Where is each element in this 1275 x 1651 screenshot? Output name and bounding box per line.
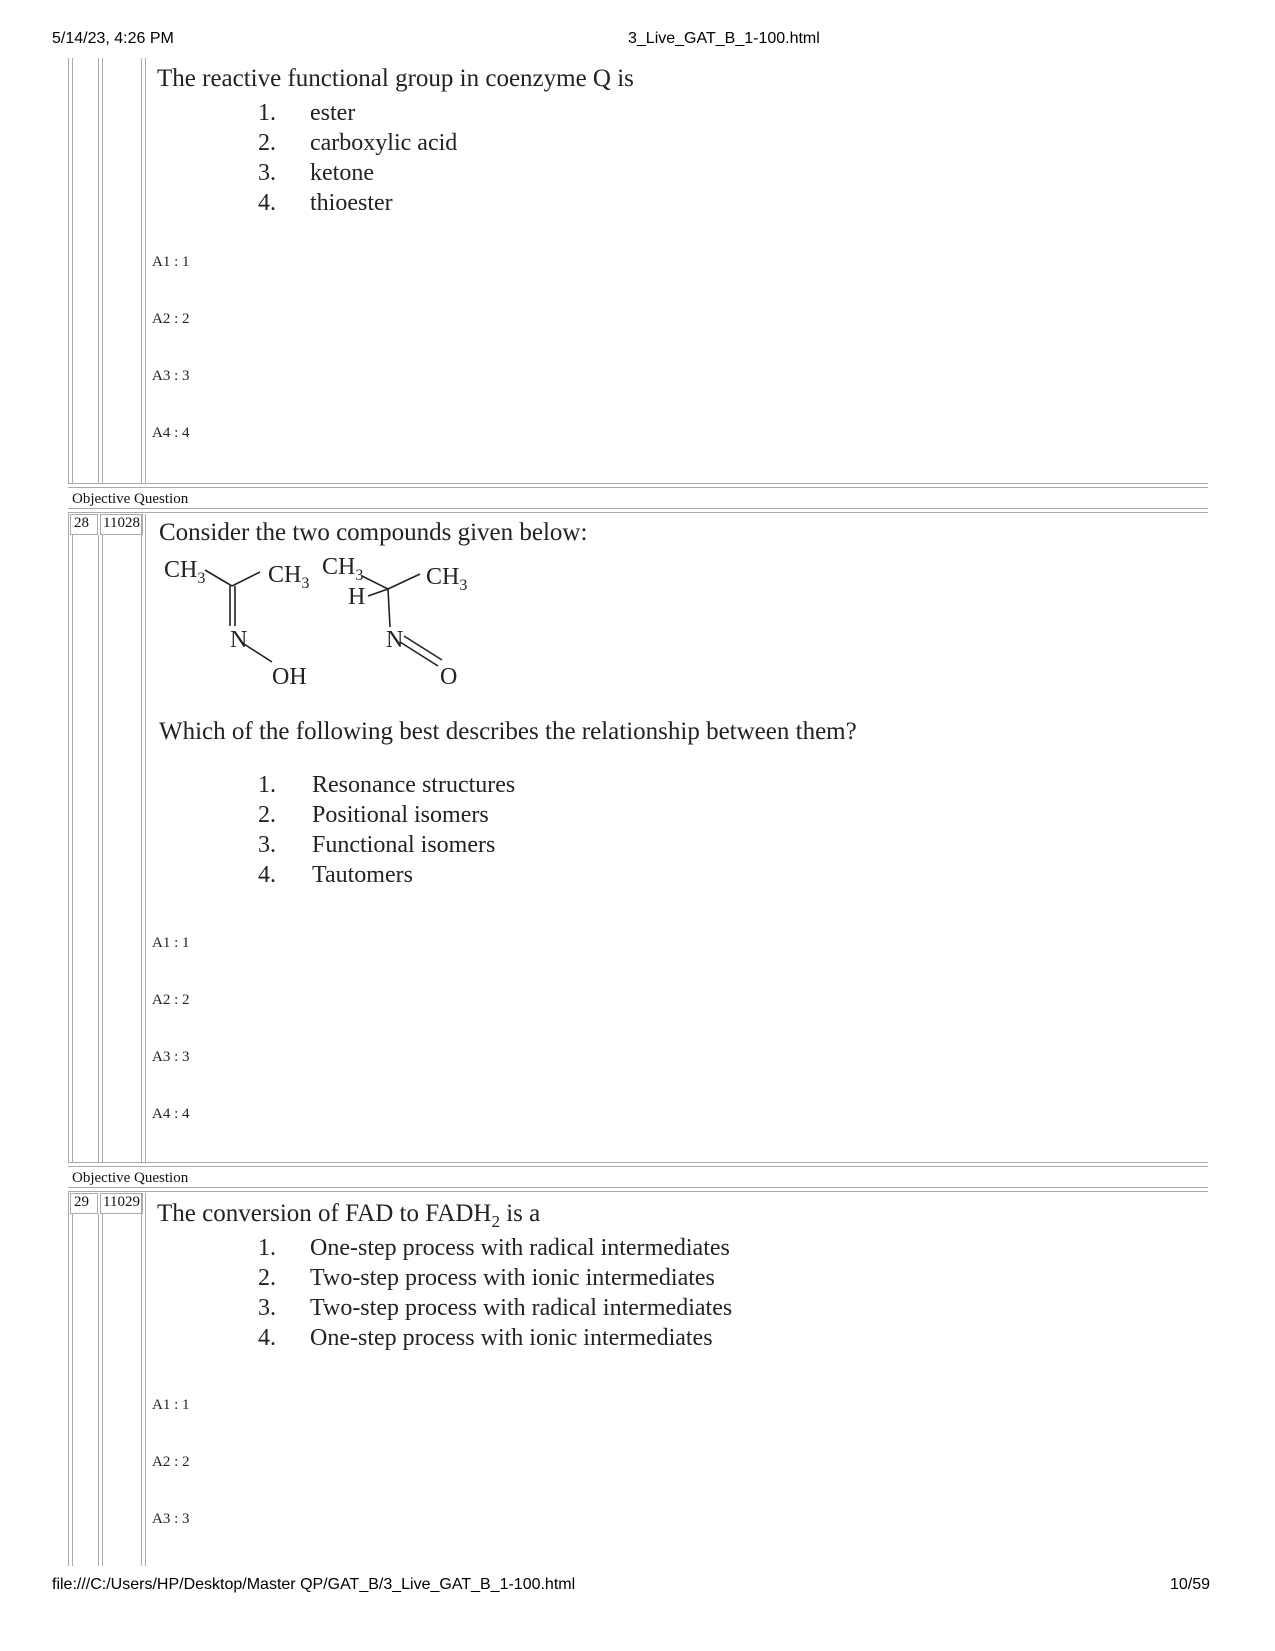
option-text: Resonance structures	[312, 772, 516, 798]
atom-label: N	[386, 627, 404, 653]
answer-label: A3 : 3	[152, 1049, 190, 1065]
option-number: 4.	[258, 1325, 276, 1351]
question-text: The reactive functional group in coenzyme Q is	[157, 65, 634, 92]
print-footer-path: file:///C:/Users/HP/Desktop/Master QP/GAT_B/3_Live_GAT_B_1-100.html	[52, 1576, 576, 1593]
row-divider	[68, 512, 1208, 513]
print-title: 3_Live_GAT_B_1-100.html	[628, 30, 820, 47]
table-border	[145, 514, 146, 1162]
answer-label: A1 : 1	[152, 1397, 190, 1413]
table-border	[102, 58, 103, 483]
atom-label: N	[230, 627, 248, 653]
option-number: 3.	[258, 832, 276, 858]
option-text: ketone	[310, 160, 374, 186]
table-border	[72, 535, 73, 1162]
question-text: Consider the two compounds given below:	[159, 519, 588, 546]
table-border	[141, 514, 142, 1162]
option-text: thioester	[310, 190, 393, 216]
option-text: carboxylic acid	[310, 130, 458, 156]
print-page-number: 10/59	[1170, 1576, 1211, 1593]
table-border	[141, 1193, 142, 1566]
option-text: One-step process with ionic intermediates	[310, 1325, 713, 1351]
atom-label: $CH_3$	[268, 562, 310, 592]
table-border	[102, 535, 103, 1162]
option-text: Functional isomers	[312, 832, 496, 858]
option-number: 2.	[258, 1265, 276, 1291]
table-border	[145, 58, 146, 483]
table-border	[68, 1191, 69, 1566]
atom-label: $CH_3$	[426, 564, 468, 594]
atom-label: $CH_3$	[322, 554, 364, 584]
option-text: Two-step process with radical intermediates	[310, 1295, 733, 1321]
question-text-end: is a	[499, 1200, 541, 1227]
atom-label: H	[348, 584, 366, 610]
option-text: ester	[310, 100, 356, 126]
answer-label: A1 : 1	[152, 254, 190, 270]
option-text: Tautomers	[312, 862, 413, 888]
table-border	[145, 1193, 146, 1566]
question-number: 29	[74, 1194, 89, 1210]
option-number: 1.	[258, 772, 276, 798]
subscript: 2	[491, 1212, 500, 1231]
question-id: 11029	[103, 1194, 140, 1210]
atom-label: O	[440, 664, 458, 690]
question-type-label: Objective Question	[72, 491, 189, 507]
option-number: 1.	[258, 100, 276, 126]
row-divider	[68, 1191, 1208, 1192]
row-divider	[68, 1187, 1208, 1188]
option-number: 4.	[258, 862, 276, 888]
option-number: 2.	[258, 130, 276, 156]
answer-label: A1 : 1	[152, 935, 190, 951]
answer-label: A4 : 4	[152, 425, 190, 441]
option-number: 3.	[258, 160, 276, 186]
answer-label: A2 : 2	[152, 311, 190, 327]
option-text: Two-step process with ionic intermediates	[310, 1265, 715, 1291]
row-divider	[68, 1162, 1208, 1163]
answer-label: A2 : 2	[152, 992, 190, 1008]
row-divider	[68, 1166, 1208, 1167]
question-text-secondary: Which of the following best describes the relationship between them?	[159, 718, 857, 745]
table-border	[68, 512, 69, 1162]
table-border	[141, 58, 142, 483]
chemical-structure-figure	[150, 554, 490, 696]
table-border	[98, 1214, 99, 1566]
option-text: Positional isomers	[312, 802, 489, 828]
row-divider	[68, 483, 1208, 484]
table-border	[72, 1214, 73, 1566]
atom-label: OH	[272, 664, 307, 690]
option-number: 1.	[258, 1235, 276, 1261]
answer-label: A3 : 3	[152, 368, 190, 384]
option-number: 4.	[258, 190, 276, 216]
table-border	[98, 58, 99, 483]
table-border	[98, 535, 99, 1162]
option-number: 2.	[258, 802, 276, 828]
question-type-label: Objective Question	[72, 1170, 189, 1186]
answer-label: A4 : 4	[152, 1106, 190, 1122]
answer-label: A2 : 2	[152, 1454, 190, 1470]
atom-label: $CH_3$	[164, 557, 206, 587]
row-divider	[68, 487, 1208, 488]
table-border	[68, 58, 69, 483]
option-text: One-step process with radical intermediates	[310, 1235, 730, 1261]
question-id: 11028	[103, 515, 140, 531]
option-number: 3.	[258, 1295, 276, 1321]
question-number: 28	[74, 515, 89, 531]
table-border	[102, 1214, 103, 1566]
print-datetime: 5/14/23, 4:26 PM	[52, 30, 174, 47]
question-text-main: The conversion of FAD to FADH	[157, 1200, 492, 1227]
row-divider	[68, 508, 1208, 509]
question-text	[157, 1200, 540, 1232]
table-border	[72, 58, 73, 483]
answer-label: A3 : 3	[152, 1511, 190, 1527]
